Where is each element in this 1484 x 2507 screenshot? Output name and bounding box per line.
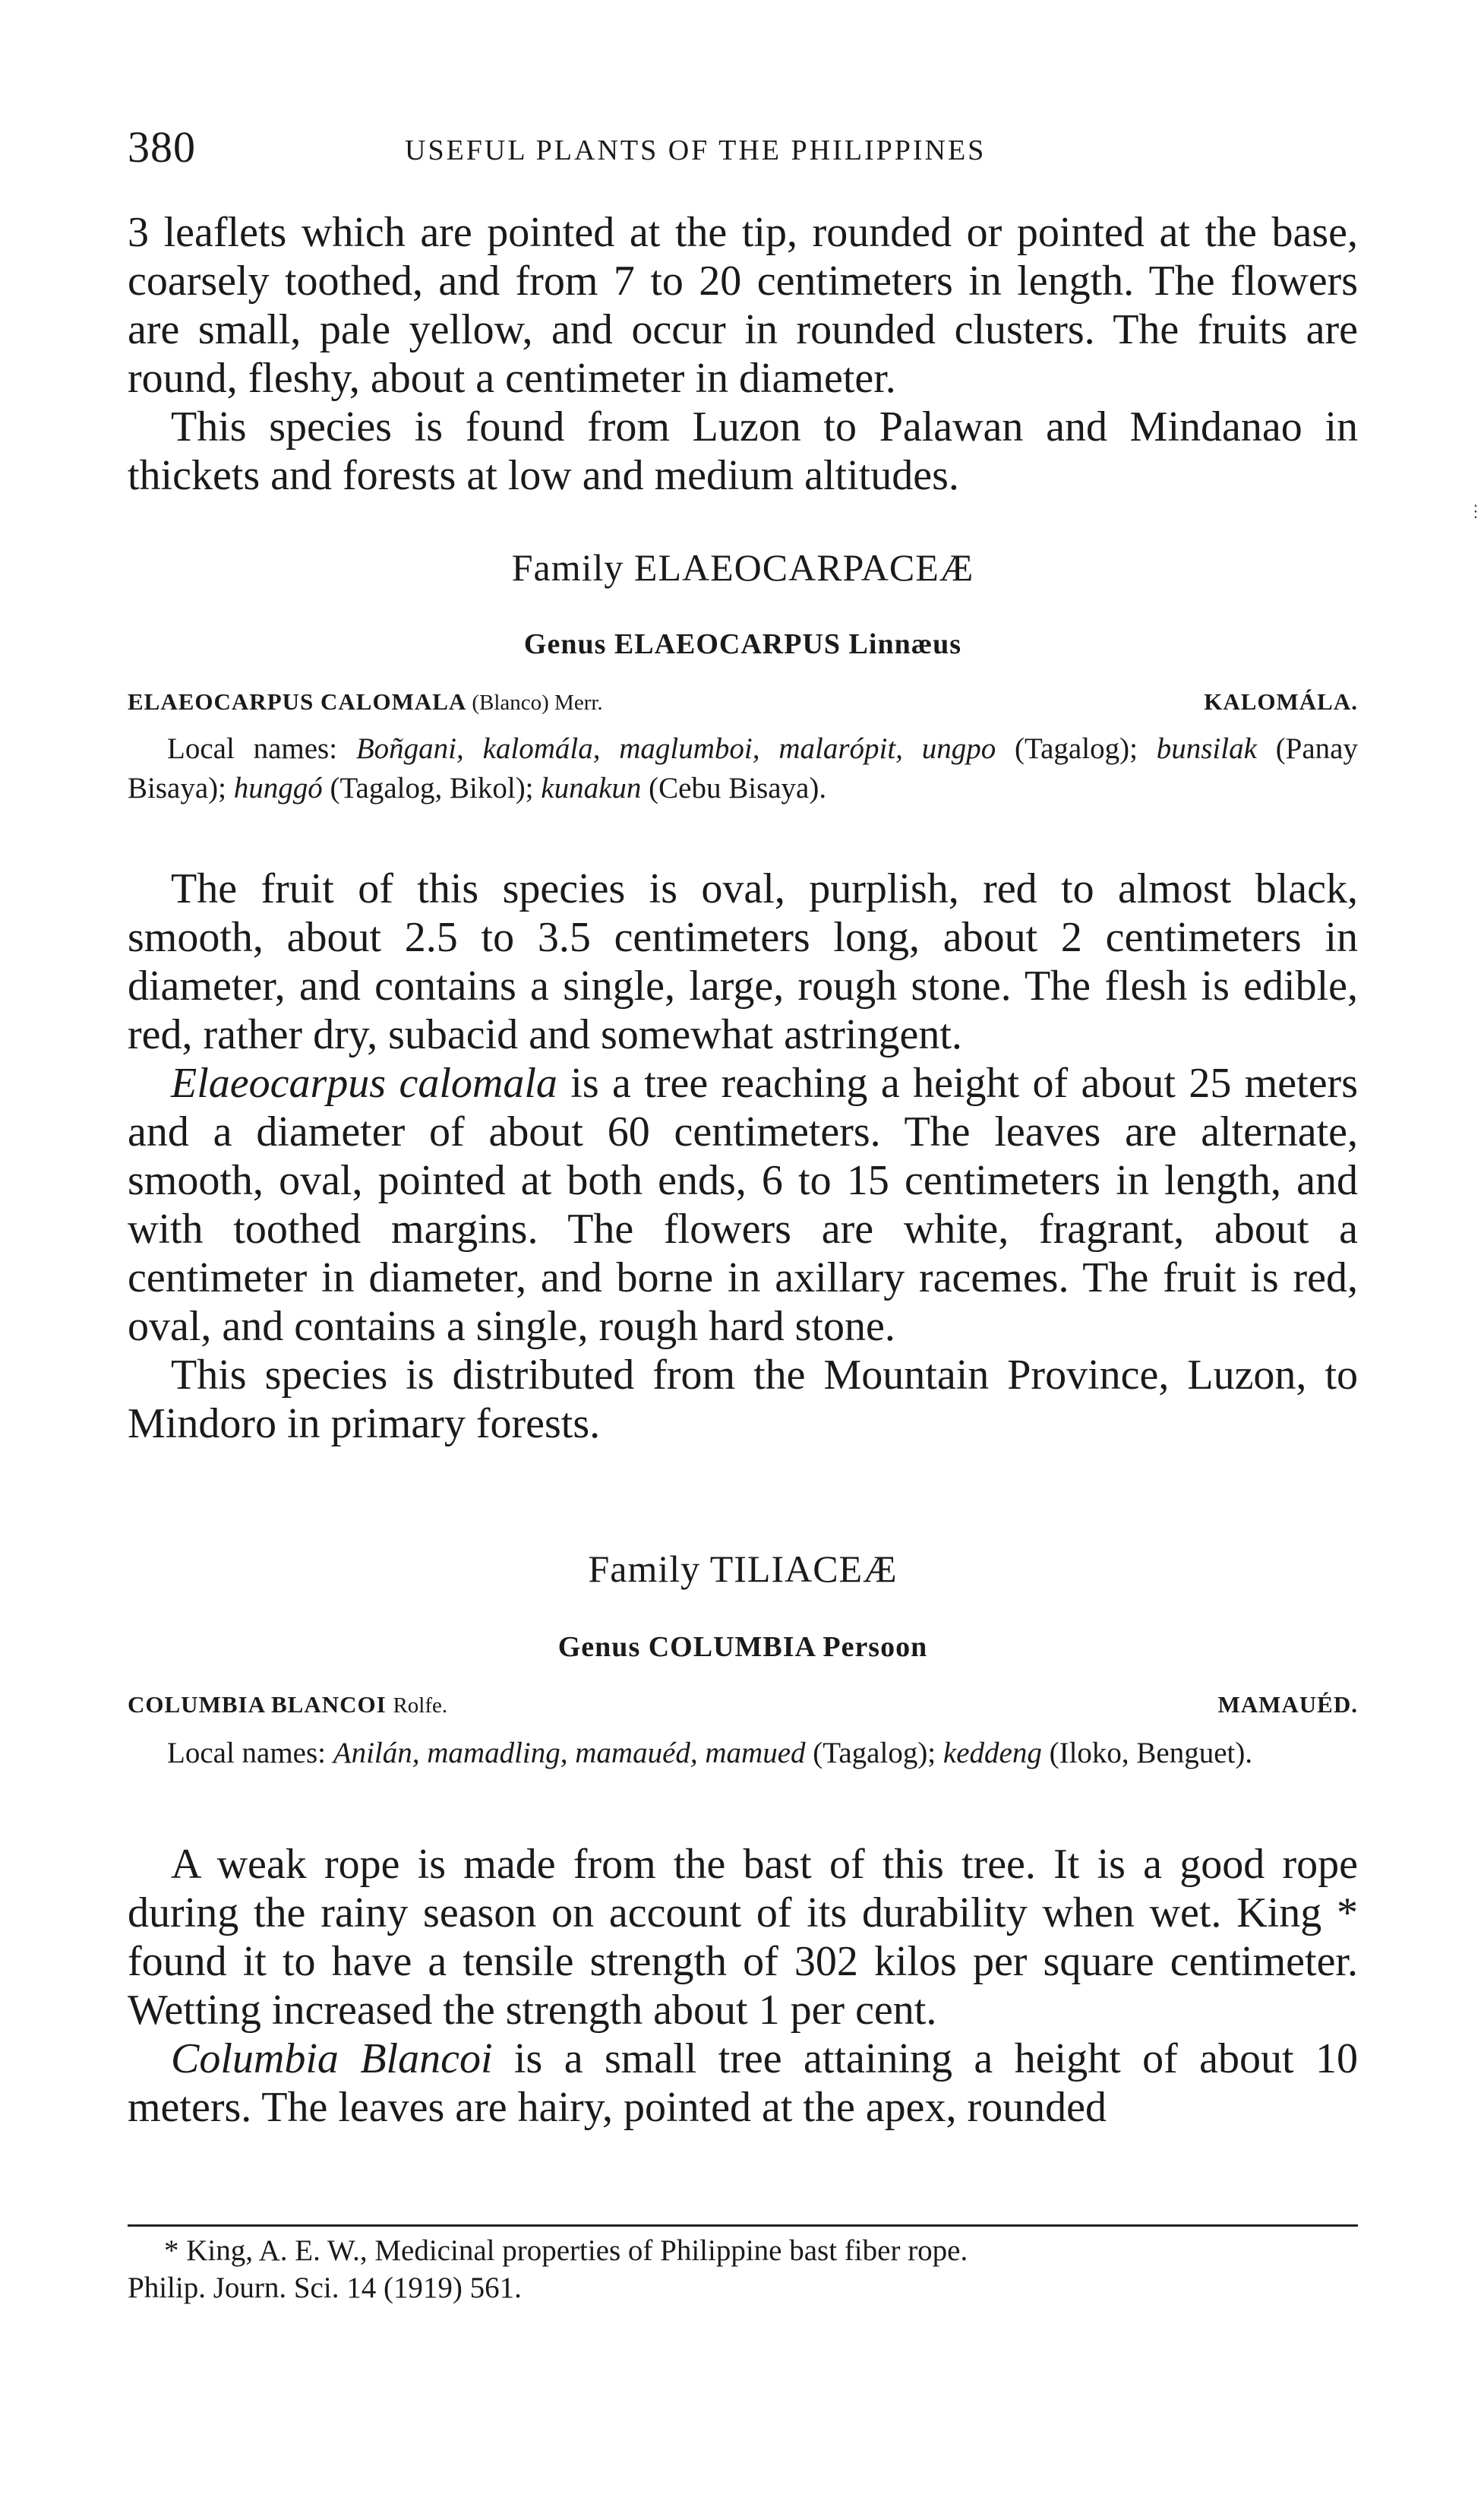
- continuation-section: [128, 208, 1358, 500]
- family-heading-elaeocarpaceae: Family ELAEOCARPACEÆ: [511, 546, 974, 589]
- local-names-paragraph: [128, 1734, 1358, 1773]
- common-name: MAMAUÉD.: [1217, 1691, 1358, 1718]
- local-name: Boñgani, kalomála, maglumboi, malarópit, ungpo: [355, 732, 996, 765]
- local-name: Anilán, mamadling, mamauéd, mamued: [333, 1737, 806, 1769]
- local-names-elaeocarpus: [128, 729, 1358, 808]
- species-name: COLUMBIA BLANCOI: [128, 1691, 387, 1718]
- local-name-region: (Tagalog, Bikol);: [322, 772, 542, 805]
- tree-paragraph: [128, 1059, 1358, 1351]
- footnote-line: Philip. Journ. Sci. 14 (1919) 561.: [128, 2271, 522, 2304]
- species-name-group: [128, 1691, 447, 1718]
- tree-paragraph: [128, 2034, 1358, 2132]
- species-author: (Blanco) Merr.: [472, 691, 603, 715]
- species-author: Rolfe.: [393, 1693, 448, 1718]
- page-number: 380: [128, 122, 196, 172]
- local-name: keddeng: [942, 1737, 1042, 1769]
- local-name-region: (Tagalog);: [996, 732, 1157, 765]
- local-name: kunakun: [541, 772, 642, 805]
- local-names-prefix: Local names:: [167, 1737, 333, 1769]
- genus-heading-elaeocarpus: Genus ELAEOCARPUS Linnæus: [523, 628, 962, 660]
- local-names-prefix: Local names:: [167, 732, 356, 765]
- local-name-region: (Iloko, Benguet).: [1041, 1737, 1253, 1769]
- elaeocarpus-description: [128, 865, 1358, 1448]
- tree-paragraph-text: is a small tree attaining a height of about 10 meters. The leaves are hairy, pointed at the apex, rounded: [128, 2035, 1358, 2131]
- local-names-columbia: [128, 1734, 1358, 1773]
- local-name-region: (Tagalog);: [805, 1737, 943, 1769]
- local-name-region: (Panay Bisaya);: [128, 732, 1358, 805]
- distribution-paragraph: This species is found from Luzon to Palawan and Mindanao in thickets and forests at low and medium altitudes.: [128, 403, 1358, 499]
- tree-paragraph-text: is a tree reaching a height of about 25 meters and a diameter of about 60 centimeters. The leaves are alternate, smooth, oval, pointed at both ends, 6 to 15 centimeters in length, and with toothed margins. The flowers are white, fragrant, about a centimeter in diameter, and borne in axillary racemes. The fruit is red, oval, and contains a single, rough hard stone.: [128, 1060, 1358, 1350]
- species-line-columbia-blancoi: [128, 1691, 1358, 1718]
- rope-paragraph: A weak rope is made from the bast of this tree. It is a good rope during the rainy season on account of its durability when wet. King * found it to have a tensile strength of 302 kilos per square centimeter. Wetting increased the strength about 1 per cent.: [128, 1841, 1358, 2034]
- local-name: bunsilak: [1156, 732, 1257, 765]
- species-name-group: [128, 688, 603, 716]
- margin-mark: ⋮: [1467, 501, 1484, 520]
- fruit-paragraph: The fruit of this species is oval, purplish, red to almost black, smooth, about 2.5 to 3.5 centimeters long, about 2 centimeters in diameter, and contains a single, large, rough stone. The flesh is edible, red, rather dry, subacid and somewhat astringent.: [128, 865, 1358, 1058]
- local-name-region: (Cebu Bisaya).: [641, 772, 827, 805]
- family-heading-tiliaceae: Family TILIACEÆ: [588, 1548, 898, 1590]
- common-name: KALOMÁLA.: [1204, 688, 1358, 715]
- species-italic: Columbia Blancoi: [171, 2035, 493, 2082]
- local-name: hunggó: [233, 772, 323, 805]
- footnote-rule: [128, 2224, 1358, 2227]
- footnote: [128, 2232, 1358, 2306]
- columbia-description: [128, 1840, 1358, 2132]
- distribution-paragraph: This species is distributed from the Mountain Province, Luzon, to Mindoro in primary forests.: [128, 1352, 1358, 1447]
- species-name: ELAEOCARPUS CALOMALA: [128, 688, 466, 715]
- local-names-paragraph: [128, 729, 1358, 808]
- page-header: [128, 122, 1358, 182]
- running-head: USEFUL PLANTS OF THE PHILIPPINES: [405, 134, 987, 166]
- continuation-paragraph: 3 leaflets which are pointed at the tip, rounded or pointed at the base, coarsely toothed, and from 7 to 20 centimeters in length. The flowers are small, pale yellow, and occur in rounded clusters. The fruits are round, fleshy, about a centimeter in diameter.: [128, 209, 1358, 402]
- species-italic: Elaeocarpus calomala: [171, 1060, 557, 1107]
- species-line-elaeocarpus-calomala: [128, 688, 1358, 716]
- genus-heading-columbia: Genus COLUMBIA Persoon: [557, 1631, 928, 1663]
- footnote-line: * King, A. E. W., Medicinal properties of Philippine bast fiber rope.: [164, 2234, 968, 2267]
